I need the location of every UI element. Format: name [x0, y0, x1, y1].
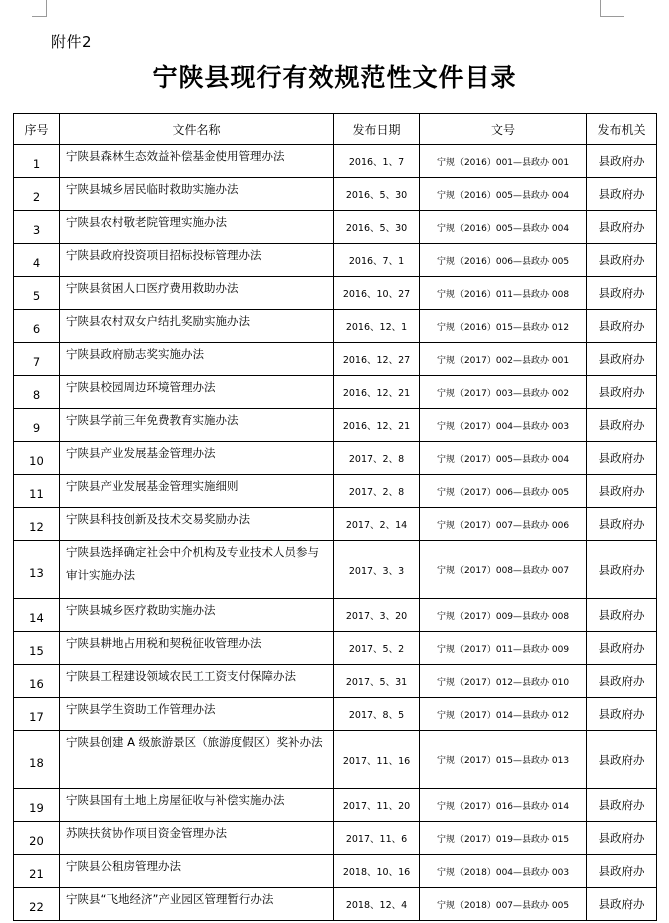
- header-serial: 序号: [14, 114, 60, 145]
- cell-file-name: 宁陕县政府励志奖实施办法: [60, 343, 334, 376]
- cell-serial: 10: [14, 442, 60, 475]
- cell-publish-date: 2018、12、4: [334, 888, 420, 921]
- cell-publish-date: 2017、11、20: [334, 789, 420, 822]
- cell-document-number: 宁规（2016）005—县政办 004: [420, 178, 587, 211]
- cell-issuing-authority: 县政府办: [587, 508, 657, 541]
- cell-document-number: 宁规（2017）004—县政办 003: [420, 409, 587, 442]
- cell-publish-date: 2017、2、8: [334, 475, 420, 508]
- table-row: [14, 508, 657, 541]
- cell-file-name: 宁陕县贫困人口医疗费用救助办法: [60, 277, 334, 310]
- cell-issuing-authority: 县政府办: [587, 731, 657, 789]
- header-publish-date: 发布日期: [334, 114, 420, 145]
- cell-serial: 7: [14, 343, 60, 376]
- cell-issuing-authority: 县政府办: [587, 632, 657, 665]
- table-row: [14, 698, 657, 731]
- cell-issuing-authority: 县政府办: [587, 277, 657, 310]
- table-row: [14, 442, 657, 475]
- cell-document-number: 宁规（2016）001—县政办 001: [420, 145, 587, 178]
- table-row: [14, 475, 657, 508]
- table-row: [14, 632, 657, 665]
- cell-file-name: 宁陕县校园周边环境管理办法: [60, 376, 334, 409]
- cell-publish-date: 2017、8、5: [334, 698, 420, 731]
- cell-publish-date: 2017、2、8: [334, 442, 420, 475]
- table-row: [14, 244, 657, 277]
- table-row: [14, 599, 657, 632]
- cell-issuing-authority: 县政府办: [587, 475, 657, 508]
- cell-file-name: 宁陕县创建 A 级旅游景区（旅游度假区）奖补办法: [60, 731, 334, 789]
- cell-file-name: 宁陕县产业发展基金管理实施细则: [60, 475, 334, 508]
- header-file-name: 文件名称: [60, 114, 334, 145]
- table-row: [14, 211, 657, 244]
- cell-publish-date: 2017、5、31: [334, 665, 420, 698]
- cell-file-name: 宁陕县学生资助工作管理办法: [60, 698, 334, 731]
- table-header-row: [14, 114, 657, 145]
- cell-publish-date: 2018、10、16: [334, 855, 420, 888]
- cell-serial: 6: [14, 310, 60, 343]
- cell-file-name: 宁陕县农村双女户结扎奖励实施办法: [60, 310, 334, 343]
- cell-serial: 4: [14, 244, 60, 277]
- cell-issuing-authority: 县政府办: [587, 145, 657, 178]
- cell-document-number: 宁规（2017）009—县政办 008: [420, 599, 587, 632]
- cell-file-name: 宁陕县选择确定社会中介机构及专业技术人员参与审计实施办法: [60, 541, 334, 599]
- cell-issuing-authority: 县政府办: [587, 822, 657, 855]
- cell-publish-date: 2016、1、7: [334, 145, 420, 178]
- cell-publish-date: 2016、12、1: [334, 310, 420, 343]
- document-table: [13, 113, 657, 921]
- table-row: [14, 310, 657, 343]
- cell-file-name: 宁陕县“飞地经济”产业园区管理暂行办法: [60, 888, 334, 921]
- table-row: [14, 277, 657, 310]
- cell-issuing-authority: 县政府办: [587, 698, 657, 731]
- cell-document-number: 宁规（2016）015—县政办 012: [420, 310, 587, 343]
- cell-file-name: 宁陕县农村敬老院管理实施办法: [60, 211, 334, 244]
- cell-serial: 22: [14, 888, 60, 921]
- cell-issuing-authority: 县政府办: [587, 855, 657, 888]
- cell-serial: 20: [14, 822, 60, 855]
- header-issuing-authority: 发布机关: [587, 114, 657, 145]
- table-row: [14, 409, 657, 442]
- cell-document-number: 宁规（2017）016—县政办 014: [420, 789, 587, 822]
- cell-serial: 5: [14, 277, 60, 310]
- cell-publish-date: 2017、11、16: [334, 731, 420, 789]
- cell-document-number: 宁规（2017）005—县政办 004: [420, 442, 587, 475]
- table-row: [14, 822, 657, 855]
- cell-serial: 12: [14, 508, 60, 541]
- cell-document-number: 宁规（2016）005—县政办 004: [420, 211, 587, 244]
- cell-issuing-authority: 县政府办: [587, 599, 657, 632]
- cell-serial: 1: [14, 145, 60, 178]
- cell-issuing-authority: 县政府办: [587, 409, 657, 442]
- cell-publish-date: 2017、3、3: [334, 541, 420, 599]
- cell-publish-date: 2017、2、14: [334, 508, 420, 541]
- cell-serial: 21: [14, 855, 60, 888]
- cell-serial: 2: [14, 178, 60, 211]
- cell-file-name: 宁陕县工程建设领域农民工工资支付保障办法: [60, 665, 334, 698]
- cell-publish-date: 2016、12、21: [334, 376, 420, 409]
- cell-file-name: 宁陕县科技创新及技术交易奖励办法: [60, 508, 334, 541]
- cell-issuing-authority: 县政府办: [587, 789, 657, 822]
- cell-document-number: 宁规（2017）008—县政办 007: [420, 541, 587, 599]
- cell-publish-date: 2017、3、20: [334, 599, 420, 632]
- cell-serial: 11: [14, 475, 60, 508]
- cell-document-number: 宁规（2017）003—县政办 002: [420, 376, 587, 409]
- cell-serial: 9: [14, 409, 60, 442]
- cell-issuing-authority: 县政府办: [587, 310, 657, 343]
- cell-serial: 3: [14, 211, 60, 244]
- cell-issuing-authority: 县政府办: [587, 211, 657, 244]
- cell-document-number: 宁规（2017）015—县政办 013: [420, 731, 587, 789]
- cell-serial: 15: [14, 632, 60, 665]
- header-document-number: 文号: [420, 114, 587, 145]
- table-row: [14, 376, 657, 409]
- table-row: [14, 888, 657, 921]
- cell-publish-date: 2016、5、30: [334, 178, 420, 211]
- table-row: [14, 178, 657, 211]
- cell-document-number: 宁规（2018）007—县政办 005: [420, 888, 587, 921]
- cell-serial: 18: [14, 731, 60, 789]
- cell-file-name: 苏陕扶贫协作项目资金管理办法: [60, 822, 334, 855]
- cell-document-number: 宁规（2018）004—县政办 003: [420, 855, 587, 888]
- cell-issuing-authority: 县政府办: [587, 178, 657, 211]
- cell-publish-date: 2016、10、27: [334, 277, 420, 310]
- cell-document-number: 宁规（2017）011—县政办 009: [420, 632, 587, 665]
- cell-document-number: 宁规（2017）014—县政办 012: [420, 698, 587, 731]
- table-row: [14, 665, 657, 698]
- cell-document-number: 宁规（2017）012—县政办 010: [420, 665, 587, 698]
- cell-publish-date: 2016、12、21: [334, 409, 420, 442]
- attachment-label: 附件2: [51, 33, 93, 51]
- cell-file-name: 宁陕县耕地占用税和契税征收管理办法: [60, 632, 334, 665]
- table-row: [14, 343, 657, 376]
- cell-file-name: 宁陕县国有土地上房屋征收与补偿实施办法: [60, 789, 334, 822]
- cell-file-name: 宁陕县产业发展基金管理办法: [60, 442, 334, 475]
- cell-issuing-authority: 县政府办: [587, 376, 657, 409]
- cell-publish-date: 2016、5、30: [334, 211, 420, 244]
- cell-issuing-authority: 县政府办: [587, 665, 657, 698]
- table-row: [14, 789, 657, 822]
- cell-document-number: 宁规（2017）007—县政办 006: [420, 508, 587, 541]
- table-row: [14, 731, 657, 789]
- page-title: 宁陕县现行有效规范性文件目录: [152, 63, 517, 92]
- cell-document-number: 宁规（2017）006—县政办 005: [420, 475, 587, 508]
- cell-issuing-authority: 县政府办: [587, 442, 657, 475]
- cell-issuing-authority: 县政府办: [587, 541, 657, 599]
- cell-issuing-authority: 县政府办: [587, 244, 657, 277]
- cell-publish-date: 2016、7、1: [334, 244, 420, 277]
- cell-file-name: 宁陕县政府投资项目招标投标管理办法: [60, 244, 334, 277]
- cell-serial: 17: [14, 698, 60, 731]
- cell-issuing-authority: 县政府办: [587, 888, 657, 921]
- cell-document-number: 宁规（2017）019—县政办 015: [420, 822, 587, 855]
- cell-serial: 14: [14, 599, 60, 632]
- cell-file-name: 宁陕县学前三年免费教育实施办法: [60, 409, 334, 442]
- table-body: [14, 145, 657, 921]
- cell-serial: 19: [14, 789, 60, 822]
- cell-serial: 8: [14, 376, 60, 409]
- cell-document-number: 宁规（2016）011—县政办 008: [420, 277, 587, 310]
- cell-publish-date: 2016、12、27: [334, 343, 420, 376]
- cell-publish-date: 2017、5、2: [334, 632, 420, 665]
- cell-file-name: 宁陕县公租房管理办法: [60, 855, 334, 888]
- cell-publish-date: 2017、11、6: [334, 822, 420, 855]
- cell-file-name: 宁陕县城乡居民临时救助实施办法: [60, 178, 334, 211]
- cell-issuing-authority: 县政府办: [587, 343, 657, 376]
- cell-file-name: 宁陕县森林生态效益补偿基金使用管理办法: [60, 145, 334, 178]
- table-row: [14, 145, 657, 178]
- cell-file-name: 宁陕县城乡医疗救助实施办法: [60, 599, 334, 632]
- table-row: [14, 855, 657, 888]
- cell-document-number: 宁规（2017）002—县政办 001: [420, 343, 587, 376]
- cell-document-number: 宁规（2016）006—县政办 005: [420, 244, 587, 277]
- cell-serial: 13: [14, 541, 60, 599]
- table-row: [14, 541, 657, 599]
- cell-serial: 16: [14, 665, 60, 698]
